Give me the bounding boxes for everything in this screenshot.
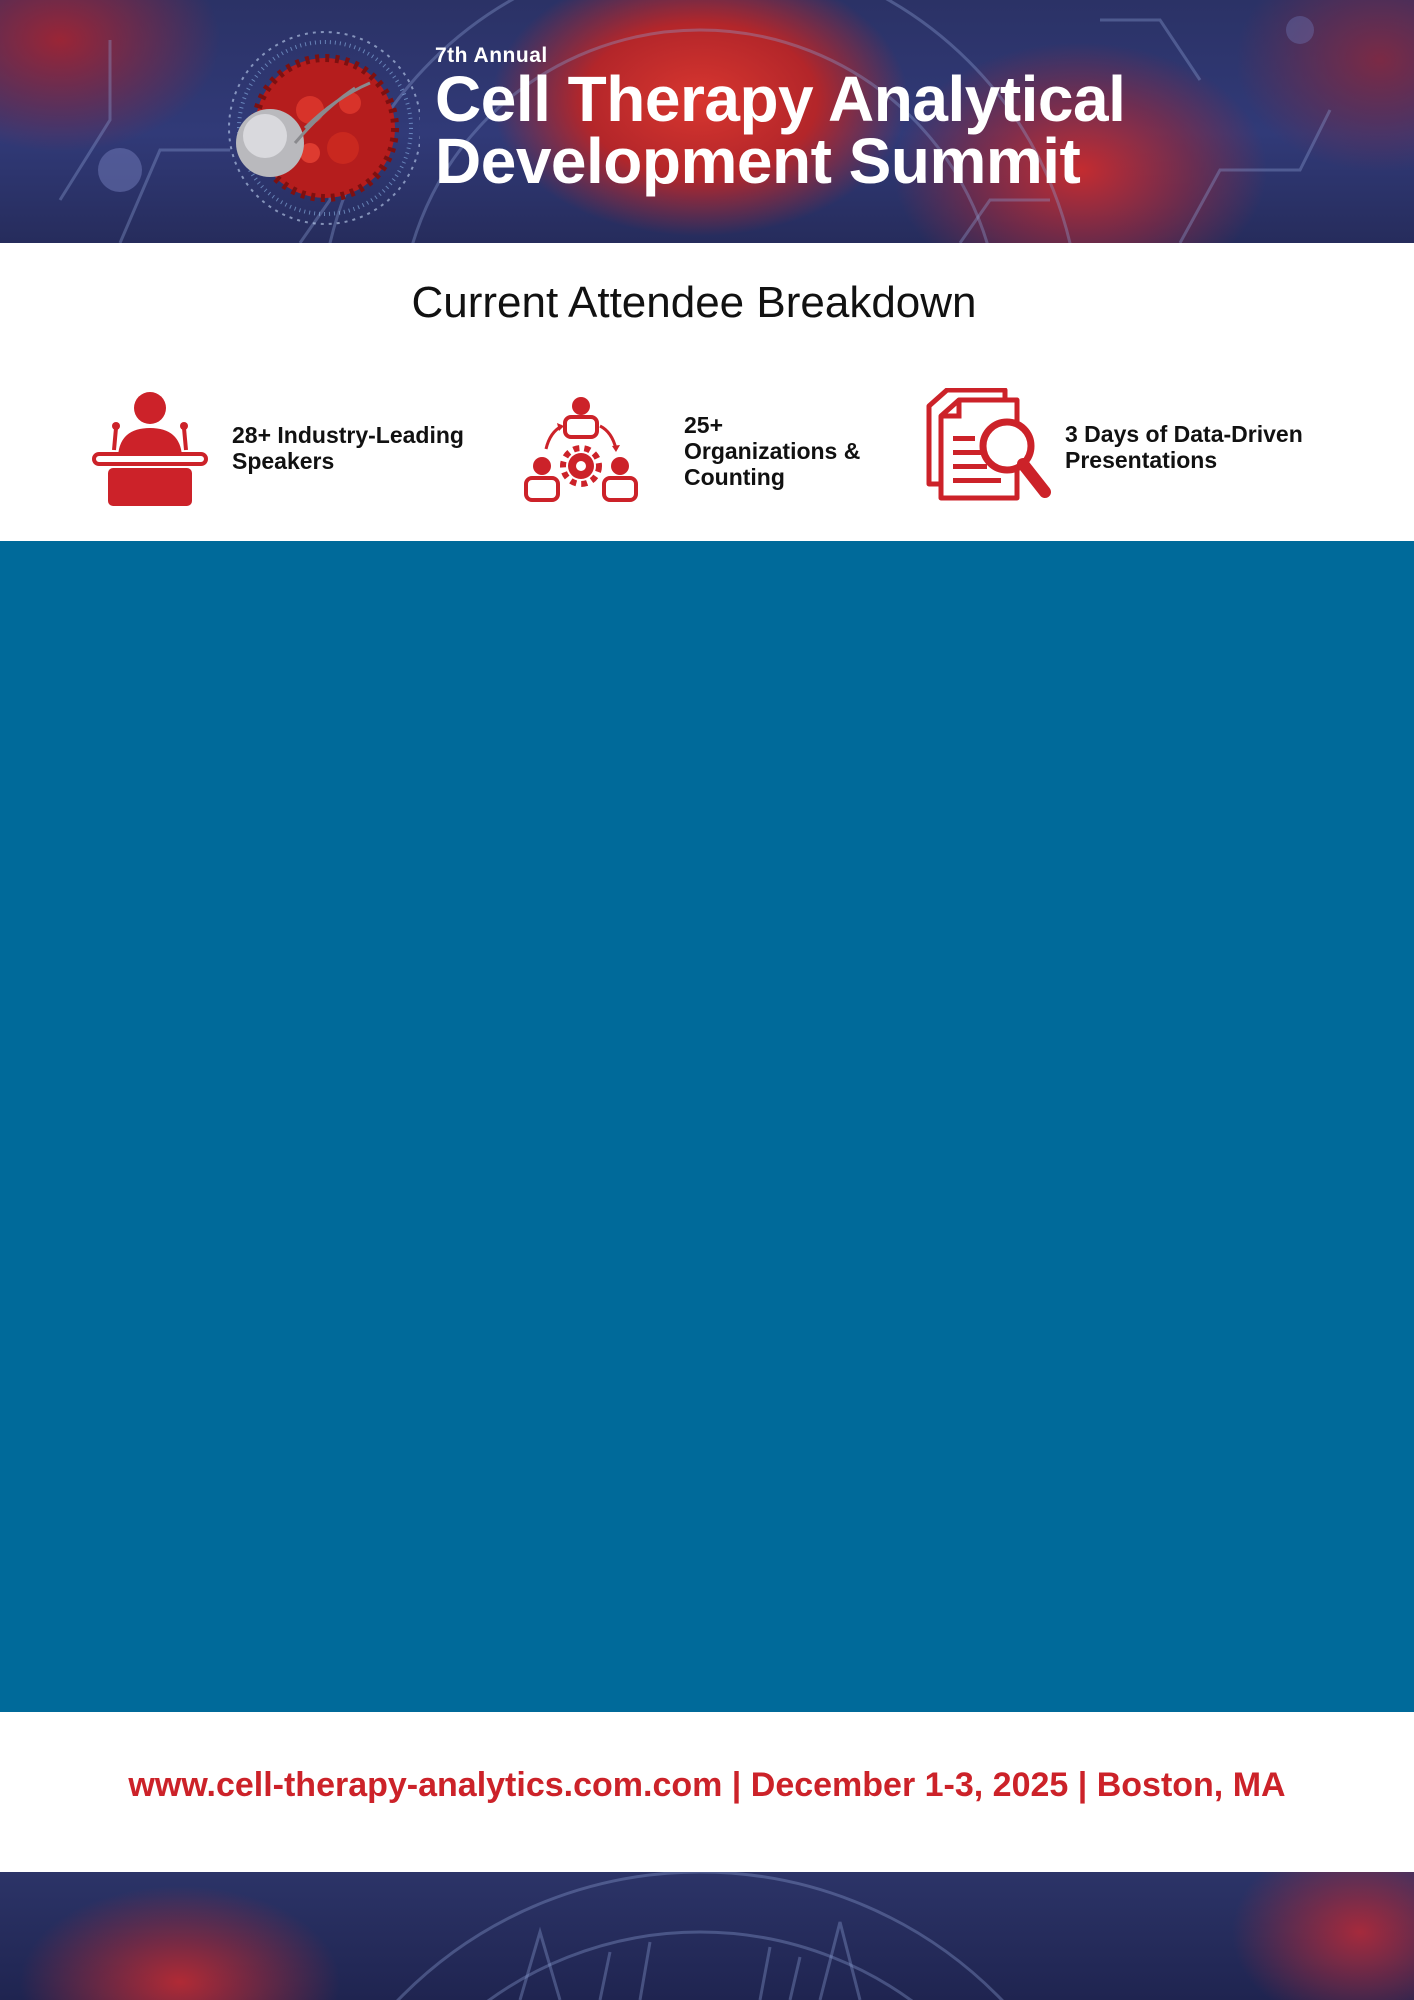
document-search-icon xyxy=(925,388,1053,506)
stat-organizations xyxy=(524,394,860,508)
edition-label: 7th Annual xyxy=(435,44,548,67)
stat-speakers-line-1: 28+ Industry-Leading xyxy=(232,422,464,448)
summit-title-block xyxy=(435,44,1126,197)
footer-banner xyxy=(0,1872,1414,2000)
section-heading: Current Attendee Breakdown xyxy=(411,278,977,327)
footer-circuit-decoration xyxy=(0,1872,1414,2000)
organizations-network-icon xyxy=(524,394,638,508)
speaker-podium-icon xyxy=(92,390,208,506)
summit-title-line-2: Development Summit xyxy=(435,125,1081,197)
stat-presentations xyxy=(925,388,1303,506)
stat-presentations-text xyxy=(1065,421,1303,473)
cell-logo-icon xyxy=(215,28,420,233)
content-panel xyxy=(0,541,1414,1712)
stat-speakers xyxy=(92,390,464,506)
stat-organizations-line-2: Organizations & xyxy=(684,438,861,464)
summit-title-line-1: Cell Therapy Analytical xyxy=(435,63,1126,135)
stat-speakers-line-2: Speakers xyxy=(232,448,335,474)
stat-organizations-line-3: Counting xyxy=(684,464,785,490)
stat-organizations-text xyxy=(684,412,860,490)
event-info-footer: www.cell-therapy-analytics.com.com | December 1-3, 2025 | Boston, MA xyxy=(128,1766,1286,1804)
stat-presentations-line-2: Presentations xyxy=(1065,447,1218,473)
stat-speakers-text xyxy=(232,422,464,474)
header-banner xyxy=(0,0,1414,243)
stat-presentations-line-1: 3 Days of Data-Driven xyxy=(1065,421,1303,447)
stat-organizations-line-1: 25+ xyxy=(684,412,724,438)
